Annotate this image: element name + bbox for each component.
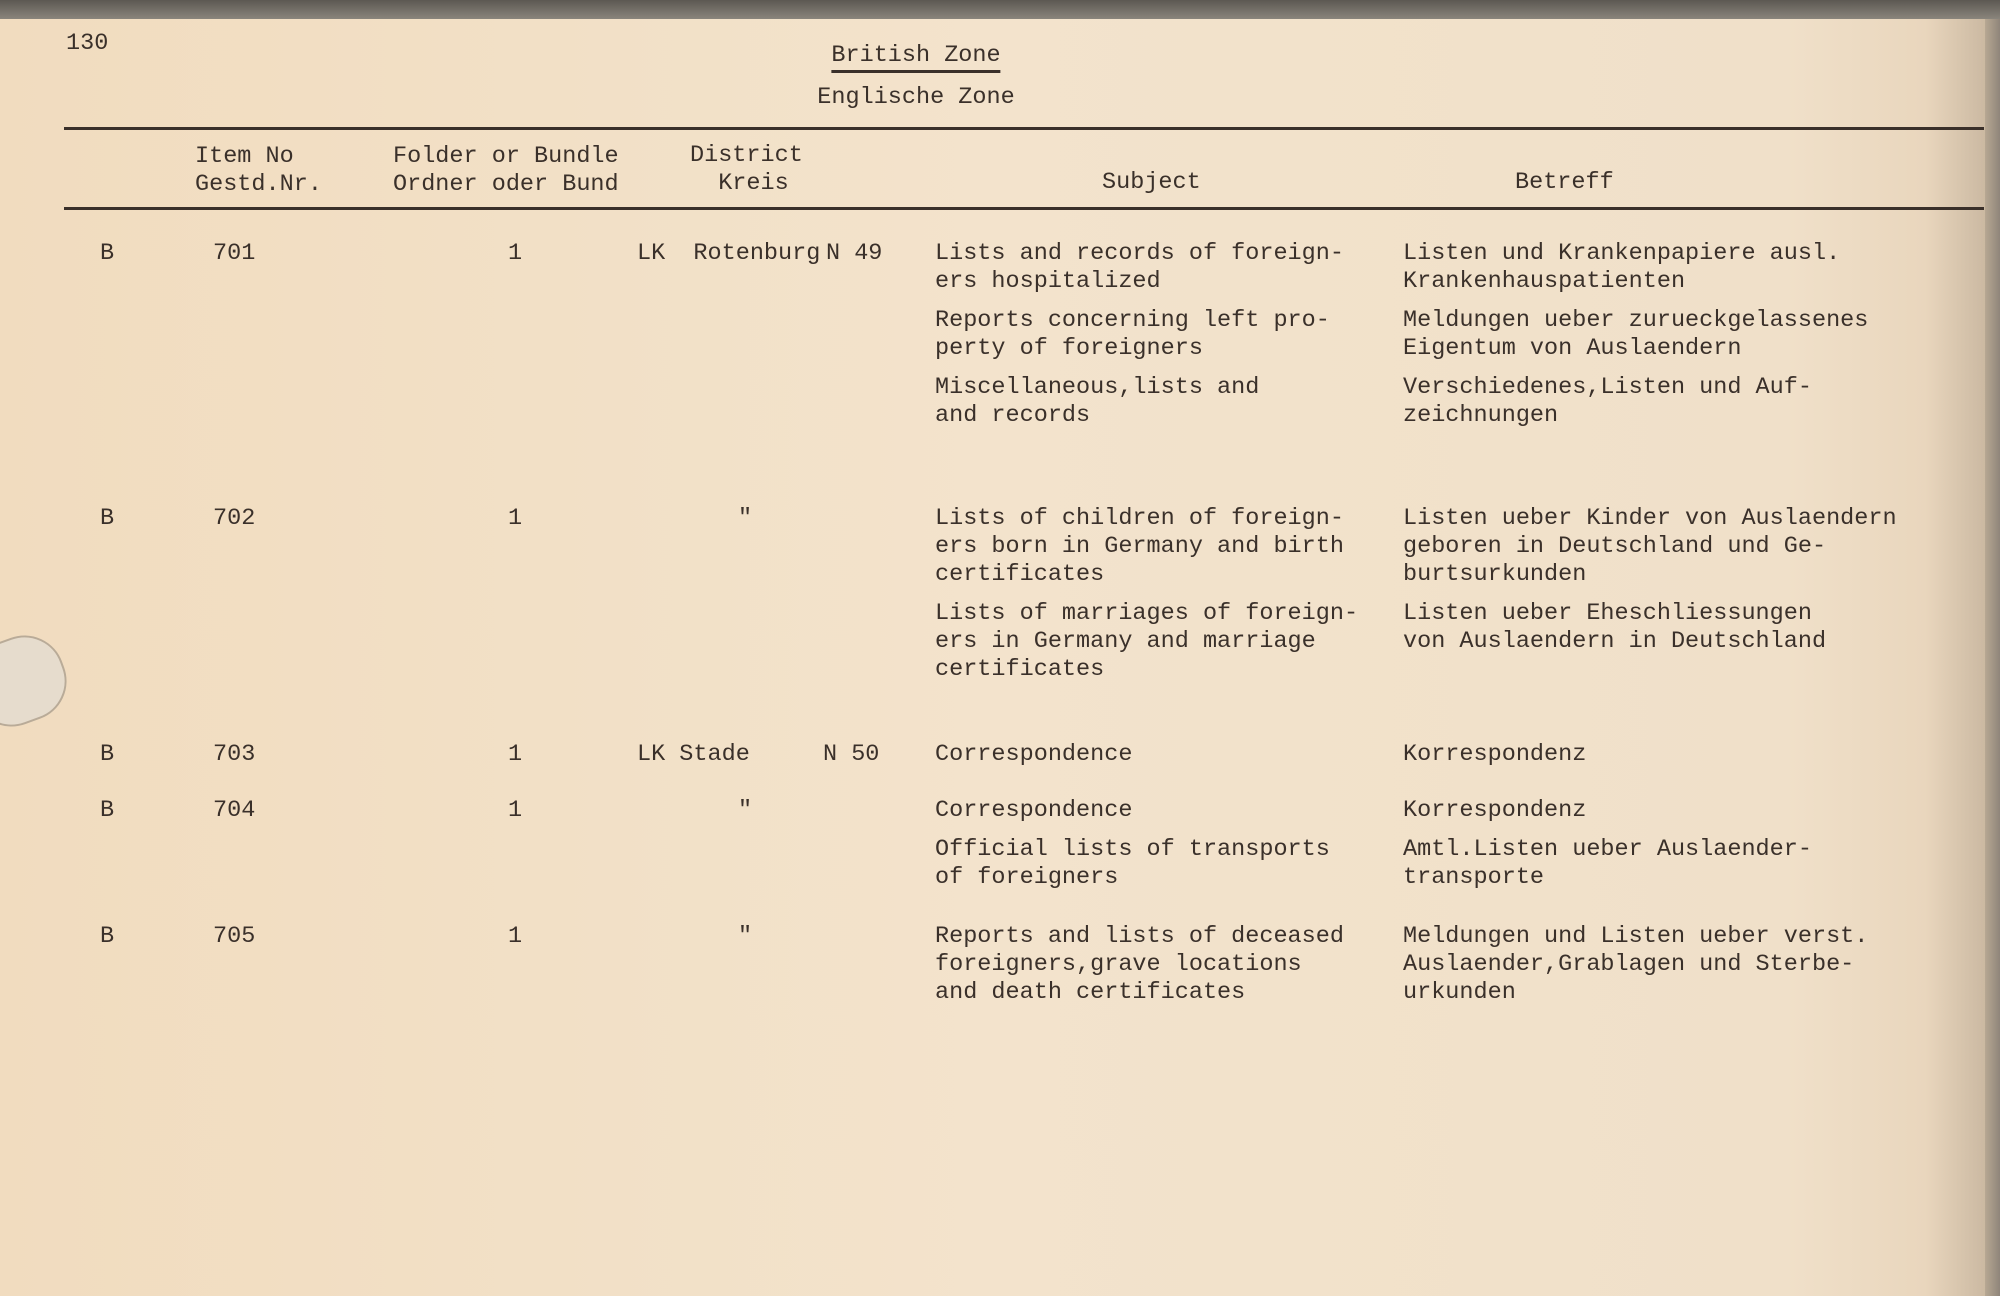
page-title: British Zone: [831, 42, 1000, 73]
item-number: 705: [213, 923, 256, 950]
header-bottom-rule: [64, 207, 1984, 210]
subject-cell: [935, 240, 1344, 441]
subject-entry: Reports and lists of deceased foreigners,grave locations and death certificates: [935, 923, 1344, 1006]
district: ": [738, 505, 753, 532]
folder-number: 1: [508, 741, 523, 768]
header-item-no: Item No Gestd.Nr.: [195, 143, 322, 198]
row-prefix: B: [100, 923, 115, 950]
scan-top-edge: [0, 0, 2000, 19]
betreff-entry: Listen ueber Kinder von Auslaendern geboren in Deutschland und Ge- burtsurkunden: [1403, 505, 1897, 588]
subject-entry: Correspondence: [935, 741, 1133, 768]
subject-cell: [935, 797, 1330, 903]
item-number: 704: [213, 797, 256, 824]
betreff-cell: [1403, 797, 1812, 903]
betreff-entry: Korrespondenz: [1403, 741, 1587, 768]
header-folder: Folder or Bundle Ordner oder Bund: [393, 143, 619, 198]
item-number: 703: [213, 741, 256, 768]
subject-entry: Correspondence: [935, 797, 1133, 824]
header-subject: Subject: [1102, 169, 1201, 196]
page-subtitle: Englische Zone: [817, 84, 1015, 111]
folder-number: 1: [508, 797, 523, 824]
betreff-entry: Meldungen ueber zurueckgelassenes Eigentum von Auslaendern: [1403, 307, 1869, 362]
page-edge: [1985, 19, 2000, 1296]
subject-cell: [935, 505, 1358, 695]
item-number: 702: [213, 505, 256, 532]
district: ": [738, 923, 753, 950]
item-number: 701: [213, 240, 256, 267]
page-number: 130: [66, 30, 109, 57]
betreff-entry: Amtl.Listen ueber Auslaender- transporte: [1403, 836, 1812, 891]
betreff-entry: Meldungen und Listen ueber verst. Auslaender,Grablagen und Sterbe- urkunden: [1403, 923, 1869, 1006]
header-betreff: Betreff: [1515, 169, 1614, 196]
subject-entry: Official lists of transports of foreigners: [935, 836, 1330, 891]
district: LK Stade: [637, 741, 750, 768]
betreff-entry: Korrespondenz: [1403, 797, 1587, 824]
row-prefix: B: [100, 741, 115, 768]
row-prefix: B: [100, 505, 115, 532]
betreff-cell: [1403, 505, 1897, 667]
district: ": [738, 797, 753, 824]
betreff-cell: [1403, 923, 1868, 1018]
header-top-rule: [64, 127, 1984, 130]
subject-entry: Miscellaneous,lists and and records: [935, 374, 1260, 429]
betreff-entry: Listen und Krankenpapiere ausl. Krankenhauspatienten: [1403, 240, 1841, 295]
betreff-entry: Listen ueber Eheschliessungen von Auslaendern in Deutschland: [1403, 600, 1827, 655]
subject-entry: Lists and records of foreign- ers hospitalized: [935, 240, 1344, 295]
betreff-cell: [1403, 741, 1586, 780]
subject-entry: Reports concerning left pro- perty of foreigners: [935, 307, 1330, 362]
betreff-entry: Verschiedenes,Listen und Auf- zeichnungen: [1403, 374, 1812, 429]
district-code: N 50: [823, 741, 880, 768]
subject-cell: [935, 923, 1344, 1018]
row-prefix: B: [100, 240, 115, 267]
folder-number: 1: [508, 505, 523, 532]
row-prefix: B: [100, 797, 115, 824]
betreff-cell: [1403, 240, 1868, 441]
folder-number: 1: [508, 240, 523, 267]
district-code: N 49: [826, 240, 883, 267]
header-district: District Kreis: [690, 142, 803, 197]
subject-entry: Lists of children of foreign- ers born in Germany and birth certificates: [935, 505, 1344, 588]
subject-cell: [935, 741, 1132, 780]
subject-entry: Lists of marriages of foreign- ers in Germany and marriage certificates: [935, 600, 1359, 683]
folder-number: 1: [508, 923, 523, 950]
district: LK Rotenburg: [637, 240, 821, 267]
